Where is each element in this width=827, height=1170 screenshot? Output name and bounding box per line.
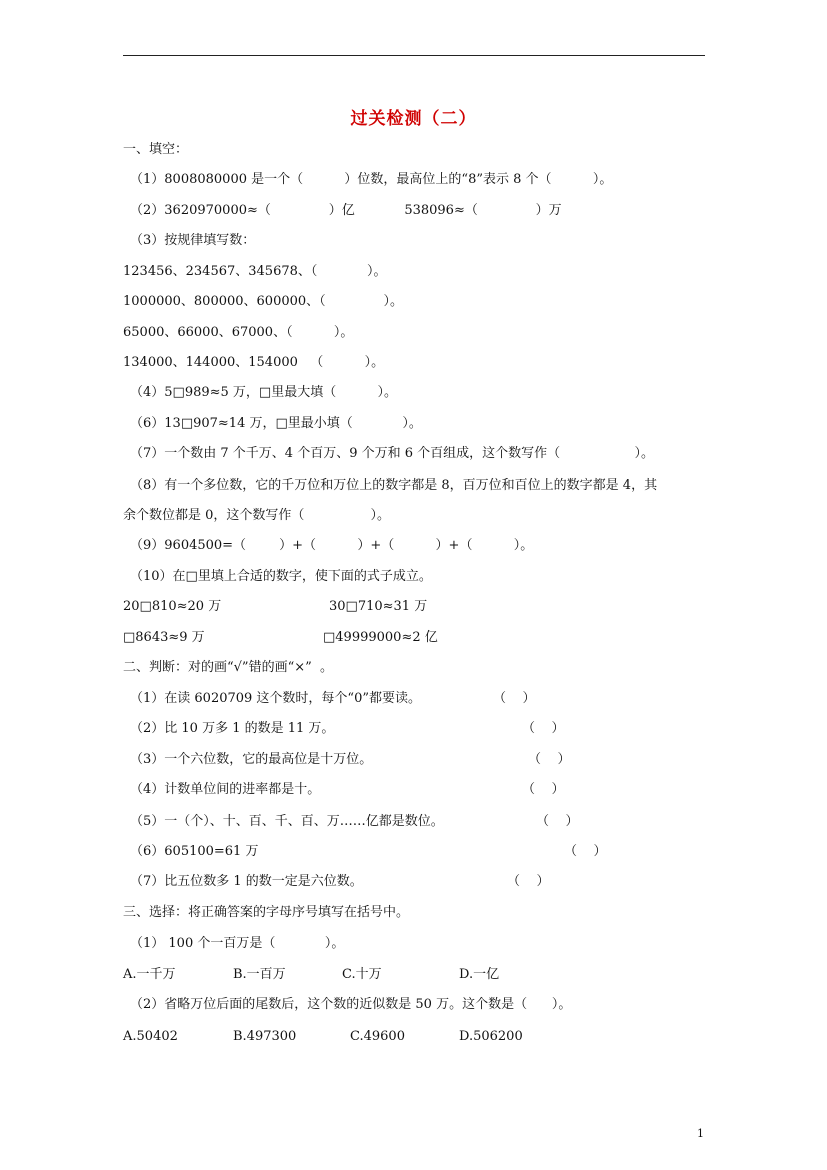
choice-option: B.497300 <box>233 1029 297 1044</box>
header-rule <box>123 55 705 56</box>
answer-bracket: （ ） <box>564 844 607 859</box>
question-line: （3）按规律填写数： <box>130 233 256 248</box>
question-line: 123456、234567、345678、（ ）。 <box>123 264 387 279</box>
judge-item: （1）在读 6020709 这个数时，每个“0”都要读。 <box>130 691 421 706</box>
equation: 30□710≈31 万 <box>329 599 428 614</box>
answer-bracket: （ ） <box>522 782 565 797</box>
question-line: 余个数位都是 0，这个数写作（ ）。 <box>123 508 391 523</box>
judge-item: （2）比 10 万多 1 的数是 11 万。 <box>130 721 335 736</box>
choice-option: A.50402 <box>123 1029 178 1044</box>
question-line: 134000、144000、154000 （ ）。 <box>123 355 385 370</box>
question-line: （7）一个数由 7 个千万、4 个百万、9 个万和 6 个百组成，这个数写作（ ）。 <box>130 446 655 461</box>
question-line: （1）8008080000 是一个（ ）位数，最高位上的“8”表示 8 个（ ）。 <box>130 172 613 187</box>
judge-item: （6）605100=61 万 <box>130 844 259 859</box>
choice-option: D.一亿 <box>459 967 500 982</box>
choice-option: B.一百万 <box>233 967 286 982</box>
answer-bracket: （ ） <box>507 874 550 889</box>
answer-bracket: （ ） <box>536 814 579 829</box>
judge-item: （4）计数单位间的进率都是十。 <box>130 782 321 797</box>
question-line: （9）9604500=（ ）+（ ）+（ ）+（ ）。 <box>130 538 534 553</box>
page-title: 过关检测（二） <box>350 109 477 129</box>
question-line: （2）3620970000≈（ ）亿 538096≈（ ）万 <box>130 203 562 218</box>
choice-option: D.506200 <box>459 1029 523 1044</box>
section-heading-fill: 一、填空： <box>123 142 189 157</box>
answer-bracket: （ ） <box>522 721 565 736</box>
question-line: 65000、66000、67000、（ ）。 <box>123 325 354 340</box>
choice-option: C.十万 <box>342 967 382 982</box>
equation: 20□810≈20 万 <box>123 599 222 614</box>
choice-question: （1） 100 个一百万是（ ）。 <box>130 936 345 951</box>
choice-option: C.49600 <box>350 1029 405 1044</box>
question-line: 1000000、800000、600000、（ ）。 <box>123 294 404 309</box>
page-number: 1 <box>697 1127 704 1140</box>
question-line: （6）13□907≈14 万，□里最小填（ ）。 <box>130 416 422 431</box>
question-line: （4）5□989≈5 万，□里最大填（ ）。 <box>130 385 398 400</box>
question-line: （10）在□里填上合适的数字，使下面的式子成立。 <box>130 569 432 584</box>
answer-bracket: （ ） <box>528 752 571 767</box>
section-heading-choice: 三、选择：将正确答案的字母序号填写在括号中。 <box>123 905 410 920</box>
choice-question: （2）省略万位后面的尾数后，这个数的近似数是 50 万。这个数是（ ）。 <box>130 997 572 1012</box>
question-line: （8）有一个多位数，它的千万位和万位上的数字都是 8，百万位和百位上的数字都是 4，其 <box>130 478 658 493</box>
answer-bracket: （ ） <box>493 691 536 706</box>
judge-item: （3）一个六位数，它的最高位是十万位。 <box>130 752 373 767</box>
judge-item: （7）比五位数多 1 的数一定是六位数。 <box>130 874 363 889</box>
equation: □8643≈9 万 <box>123 630 205 645</box>
judge-item: （5）一（个）、十、百、千、百、万……亿都是数位。 <box>130 814 444 829</box>
choice-option: A.一千万 <box>123 967 176 982</box>
section-heading-judge: 二、判断：对的画“√”错的画“×” 。 <box>123 660 334 675</box>
equation: □49999000≈2 亿 <box>323 630 438 645</box>
